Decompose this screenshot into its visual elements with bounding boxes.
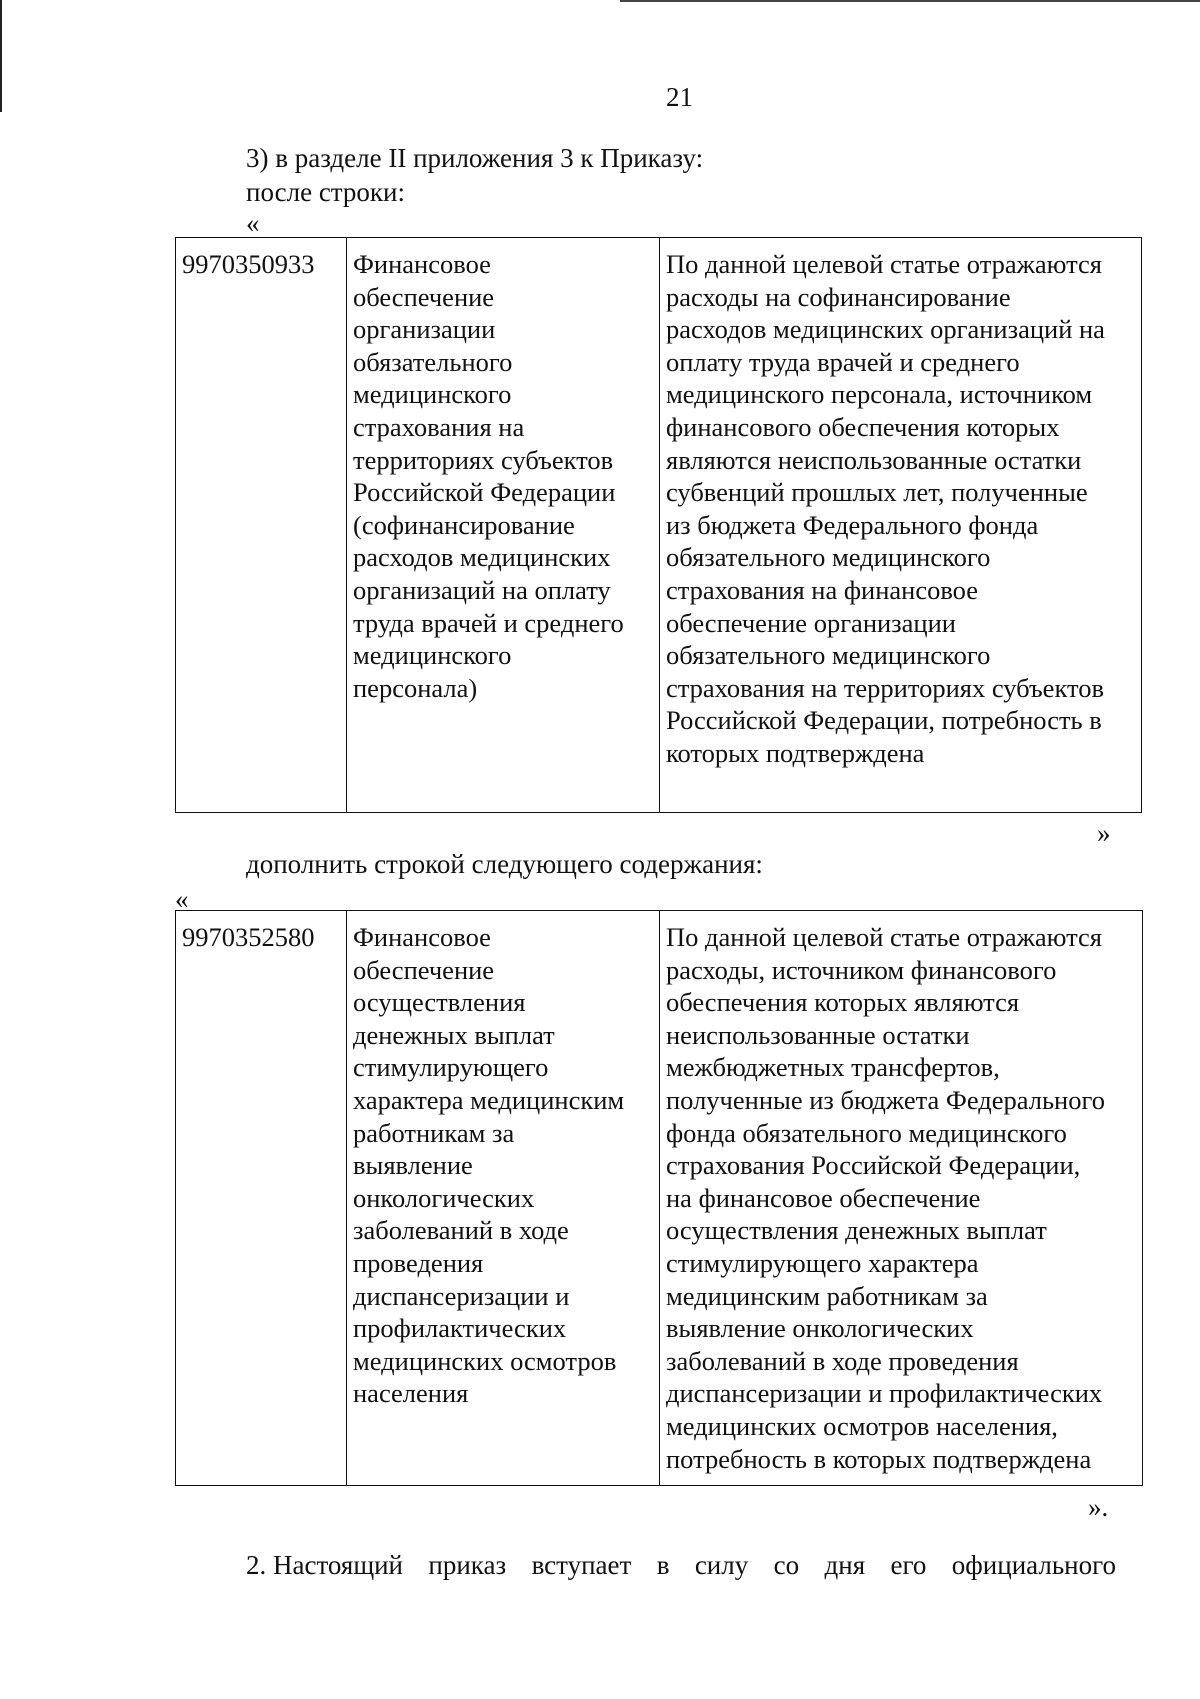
article-name-line: профилактических bbox=[353, 1313, 567, 1344]
paragraph-word: вступает bbox=[531, 1550, 632, 1580]
article-name-line: расходов медицинских bbox=[353, 542, 611, 573]
target-article-table-1 bbox=[175, 237, 1142, 813]
article-name-line: медицинского bbox=[353, 379, 512, 410]
final-paragraph bbox=[246, 1550, 1116, 1581]
article-name-line: Финансовое bbox=[353, 249, 491, 279]
article-name-line: осуществления bbox=[353, 987, 526, 1018]
table-row bbox=[176, 911, 1143, 1486]
article-name-line: Российской Федерации bbox=[353, 477, 616, 508]
article-description-line: диспансеризации и профилактических bbox=[666, 1378, 1103, 1409]
article-description-line: По данной целевой статье отражаются bbox=[666, 922, 1102, 952]
scan-edge-left bbox=[0, 0, 2, 112]
article-description-line: Российской Федерации, потребность в bbox=[666, 705, 1102, 736]
article-name-line: Финансовое bbox=[353, 922, 491, 952]
article-name-cell bbox=[347, 911, 660, 1486]
paragraph-word: силу bbox=[694, 1550, 749, 1580]
article-description-line: расходы на софинансирование bbox=[666, 281, 1011, 312]
open-quote-2: « bbox=[175, 884, 189, 914]
paragraph-word: приказ bbox=[428, 1550, 507, 1580]
article-name-line: обязательного bbox=[353, 346, 513, 377]
article-name-cell bbox=[347, 238, 660, 813]
article-name-line: работникам за bbox=[353, 1117, 515, 1148]
article-description-line: расходов медицинских организаций на bbox=[666, 314, 1105, 345]
article-code-cell bbox=[176, 238, 347, 813]
article-description-line: потребность в которых подтверждена bbox=[666, 1443, 1092, 1474]
article-description-line: медицинского персонала, источником bbox=[666, 379, 1093, 410]
article-description-cell bbox=[660, 911, 1143, 1486]
article-description-line: обязательного медицинского bbox=[666, 640, 991, 671]
article-description-line: медицинских осмотров населения, bbox=[666, 1410, 1058, 1441]
article-name-line: организации bbox=[353, 314, 496, 345]
table-row bbox=[176, 238, 1142, 813]
article-description-line: на финансовое обеспечение bbox=[666, 1182, 981, 1213]
article-description-line: обеспечение организации bbox=[666, 607, 956, 638]
article-name-line: обеспечение bbox=[353, 954, 495, 985]
article-description-line: неиспользованные остатки bbox=[666, 1019, 970, 1050]
article-description-line: которых подтверждена bbox=[666, 737, 925, 768]
close-quote-2: ». bbox=[1088, 1492, 1109, 1522]
article-name-line: характера медицинским bbox=[353, 1084, 625, 1115]
intro-line-2: после строки: bbox=[246, 177, 405, 207]
article-name-line: диспансеризации и bbox=[353, 1280, 570, 1311]
article-code-cell bbox=[176, 911, 347, 1486]
open-quote-1: « bbox=[246, 208, 260, 238]
article-name-line: персонала) bbox=[353, 672, 478, 703]
article-description-line: являются неиспользованные остатки bbox=[666, 444, 1082, 475]
paragraph-word: 2. Настоящий bbox=[246, 1550, 404, 1580]
article-description-line: медицинским работникам за bbox=[666, 1280, 988, 1311]
article-description-line: финансового обеспечения которых bbox=[666, 411, 1060, 442]
article-name-line: проведения bbox=[353, 1247, 484, 1278]
close-quote-1: » bbox=[1097, 818, 1111, 848]
article-name-line: заболеваний в ходе bbox=[353, 1215, 569, 1246]
article-name-line: (софинансирование bbox=[353, 509, 575, 540]
article-code: 9970352580 bbox=[182, 922, 315, 952]
article-description-line: осуществления денежных выплат bbox=[666, 1215, 1047, 1246]
article-description-line: страхования на территориях субъектов bbox=[666, 672, 1104, 703]
article-name-line: медицинских осмотров bbox=[353, 1345, 617, 1376]
article-description-cell bbox=[660, 238, 1142, 813]
article-name-line: территориях субъектов bbox=[353, 444, 614, 475]
article-description-line: страхования на финансовое bbox=[666, 574, 978, 605]
paragraph-word: в bbox=[656, 1550, 670, 1580]
article-description-line: из бюджета Федерального фонда bbox=[666, 509, 1039, 540]
article-name-line: организаций на оплату bbox=[353, 574, 611, 605]
article-name-line: выявление bbox=[353, 1150, 473, 1181]
article-description-line: субвенций прошлых лет, полученные bbox=[666, 477, 1088, 508]
article-name-line: денежных выплат bbox=[353, 1019, 555, 1050]
article-description-line: страхования Российской Федерации, bbox=[666, 1150, 1081, 1181]
paragraph-word: его bbox=[890, 1550, 927, 1580]
article-description-line: оплату труда врачей и среднего bbox=[666, 346, 1020, 377]
article-description-line: полученные из бюджета Федерального bbox=[666, 1084, 1105, 1115]
page-number: 21 bbox=[666, 82, 693, 112]
scan-edge-top bbox=[620, 0, 1200, 2]
article-description-line: выявление онкологических bbox=[666, 1313, 974, 1344]
paragraph-word: официального bbox=[951, 1550, 1116, 1580]
intro-line-1: 3) в разделе II приложения 3 к Приказу: bbox=[246, 143, 704, 173]
article-name-line: труда врачей и среднего bbox=[353, 607, 624, 638]
paragraph-word: дня bbox=[824, 1550, 866, 1580]
article-name-line: населения bbox=[353, 1378, 469, 1409]
article-description-line: По данной целевой статье отражаются bbox=[666, 249, 1102, 279]
article-code: 9970350933 bbox=[182, 249, 315, 279]
article-name-line: стимулирующего bbox=[353, 1052, 549, 1083]
target-article-table-2 bbox=[175, 910, 1143, 1486]
article-description-line: фонда обязательного медицинского bbox=[666, 1117, 1067, 1148]
article-description-line: обеспечения которых являются bbox=[666, 987, 1020, 1018]
article-description-line: заболеваний в ходе проведения bbox=[666, 1345, 1019, 1376]
middle-text: дополнить строкой следующего содержания: bbox=[246, 849, 763, 879]
article-description-line: стимулирующего характера bbox=[666, 1247, 979, 1278]
paragraph-word: со bbox=[773, 1550, 800, 1580]
article-description-line: расходы, источником финансового bbox=[666, 954, 1057, 985]
article-name-line: страхования на bbox=[353, 411, 525, 442]
article-name-line: онкологических bbox=[353, 1182, 535, 1213]
article-description-line: межбюджетных трансфертов, bbox=[666, 1052, 1000, 1083]
article-description-line: обязательного медицинского bbox=[666, 542, 991, 573]
article-name-line: медицинского bbox=[353, 640, 512, 671]
article-name-line: обеспечение bbox=[353, 281, 495, 312]
